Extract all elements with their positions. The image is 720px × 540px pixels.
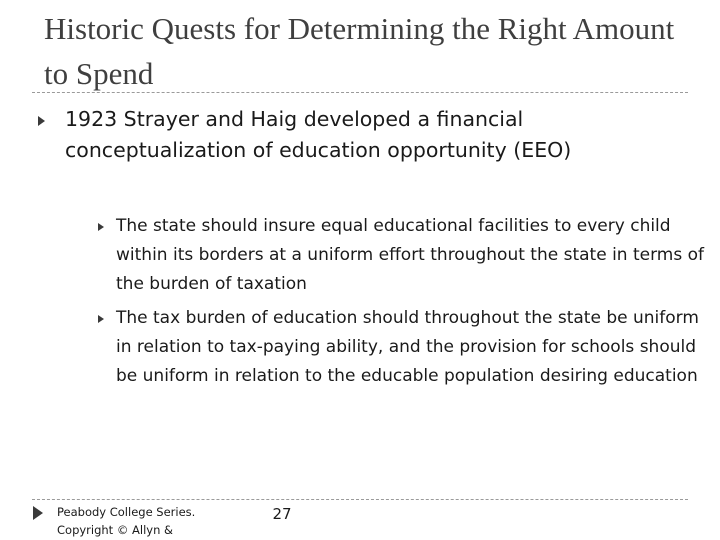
footer-divider <box>32 499 688 500</box>
title-divider <box>32 92 688 93</box>
arrow-bullet-icon <box>98 315 104 323</box>
slide-title: Historic Quests for Determining the Right Amount to Spend <box>44 11 675 91</box>
footer-copyright: Peabody College Series. Copyright © Allyn & <box>57 505 196 537</box>
page-number: 27 <box>272 505 292 523</box>
main-bullet: 1923 Strayer and Haig developed a financial conceptualization of education opportunity (EEO) <box>65 107 572 162</box>
footer-arrow-icon <box>33 506 43 520</box>
arrow-bullet-icon <box>98 223 104 231</box>
sub-bullet: The tax burden of education should throughout the state be uniform in relation to tax-paying ability, and the provision for schools should be uniform in relation to the educable population desiring education <box>116 308 699 386</box>
sub-bullet: The state should insure equal educational facilities to every child within its borders at a uniform effort throughout the state in terms of the burden of taxation <box>116 216 704 294</box>
arrow-bullet-icon <box>38 116 45 126</box>
